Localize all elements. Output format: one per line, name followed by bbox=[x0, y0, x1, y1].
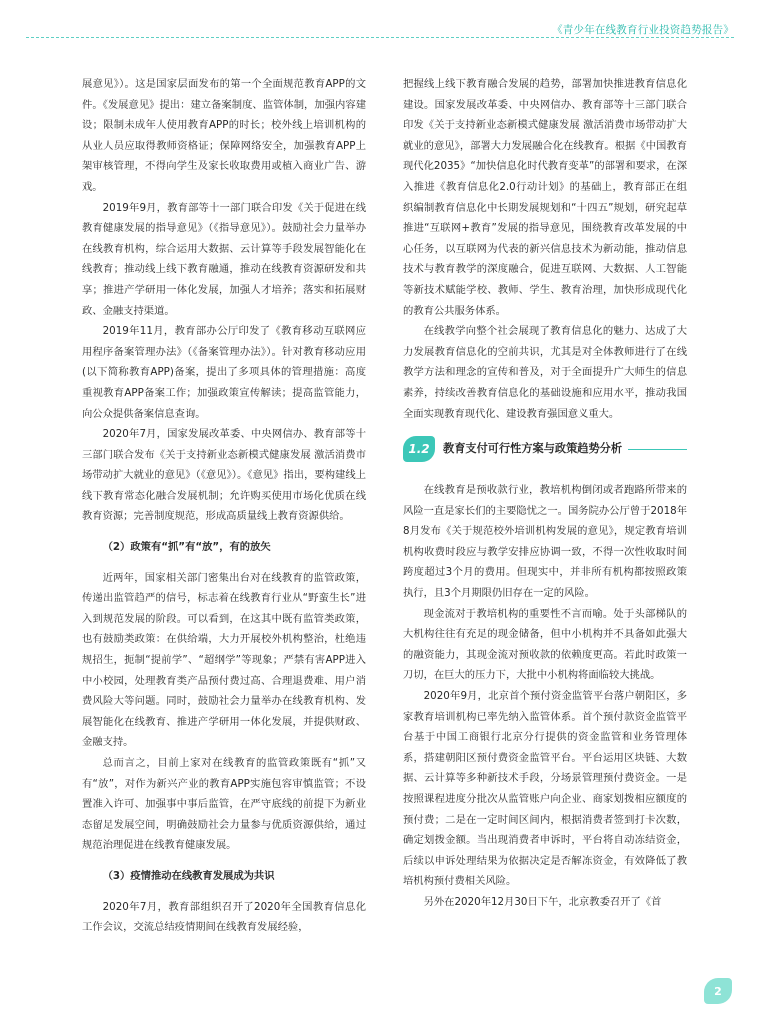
paragraph: 在线教学向整个社会展现了教育信息化的魅力、达成了大力发展教育信息化的空前共识，尤其是对全体教师进行了在线教学方法和理念的宣传和普及，对于全面提升广大师生的信息素养，持续改善教育信息化的基础设施和应用水平，推动我国全面实现教育现代化、建设教育强国意义重大。 bbox=[403, 325, 687, 420]
paragraph: 2020年7月，国家发展改革委、中央网信办、教育部等十三部门联合发布《关于支持新业态新模式健康发展 激活消费市场带动扩大就业的意见》（《意见》）。《意见》指出，要构建线上线下教育常态化融合发展机制；允许购买使用市场化优质在线教育资源；完善制度规范，形成高质量线上教育资源供给。 bbox=[82, 428, 366, 523]
subheading: （2）政策有“抓”有“放”，有的放矢 bbox=[102, 541, 271, 554]
paragraph: 总而言之，目前上家对在线教育的监管政策既有“抓”又有“放”，对作为新兴产业的教育APP实施包容审慎监管；不设置准入许可、加强事中事后监管，在严守底线的前提下为新业态留足发展空间，明确鼓励社会力量参与优质资源供给，通过规范治理促进在线教育健康发展。 bbox=[82, 757, 366, 852]
section-heading bbox=[403, 434, 687, 464]
subheading: （3）疫情推动在线教育发展成为共识 bbox=[102, 869, 275, 882]
section-number-badge: 1.2 bbox=[403, 436, 435, 462]
header-divider bbox=[26, 37, 734, 38]
paragraph: 2019年11月，教育部办公厅印发了《教育移动互联网应用程序备案管理办法》（《备案管理办法》）。针对教育移动应用(以下简称教育APP)备案，提出了多项具体的管理措施：高度重视教育APP备案工作；加强政策宣传解读；提高监管能力，向公众提供备案信息查询。 bbox=[82, 325, 366, 420]
section-title: 教育支付可行性方案与政策趋势分析 bbox=[443, 441, 623, 455]
paragraph: 近两年，国家相关部门密集出台对在线教育的监管政策，传递出监管趋严的信号，标志着在线教育行业从“野蛮生长”进入到规范发展的阶段。可以看到，在这其中既有监管类政策，也有鼓励类政策：在供给端，大力开展校外机构整治，杜绝违规招生，扼制“提前学”、“超纲学”等现象；严禁有害APP进入中小校园，处理教育类产品预付费过高、合理退费难、用户消费风险大等问题。同时，鼓励社会力量举办在线教育机构、发展智能化在线教育、推进产学研用一体化发展，并提供财政、金融支持。 bbox=[82, 571, 366, 749]
page-number-badge: 2 bbox=[704, 978, 732, 1004]
paragraph: 把握线上线下教育融合发展的趋势，部署加快推进教育信息化建设。国家发展改革委、中央网信办、教育部等十三部门联合印发《关于支持新业态新模式健康发展 激活消费市场带动扩大就业的意见》，部署大力发展融合化在线教育。根据《中国教育现代化2035》“加快信息化时代教育变革”的部署和要求，在深入推进《教育信息化2.0行动计划》的基础上，教育部正在组织编制教育信息化中长期发展规划和“十四五”规划，研究起草推进“互联网+教育”发展的指导意见，围绕教育改革发展的中心任务，以互联网为代表的新兴信息技术为新动能，推动信息技术与教育教学的深度融合，促进互联网、大数据、人工智能等新技术赋能学校、教师、学生、教育治理，加快形成现代化的教育公共服务体系。 bbox=[403, 78, 687, 317]
paragraph: 另外在2020年12月30日下午，北京教委召开了《首 bbox=[423, 895, 662, 908]
right-column bbox=[403, 74, 687, 913]
section-underline bbox=[628, 449, 687, 450]
left-column bbox=[82, 74, 366, 938]
paragraph: 展意见》）。这是国家层面发布的第一个全面规范教育APP的文件。《发展意见》提出：建立备案制度、监管体制，加强内容建设；限制未成年人使用教育APP的时长；校外线上培训机构的从业人员应取得教师资格证；保障网络安全，加强教育APP上架审核管理，不得向学生及家长收取费用或植入商业广告、游戏。 bbox=[82, 78, 366, 193]
paragraph: 2019年9月，教育部等十一部门联合印发《关于促进在线教育健康发展的指导意见》（《指导意见》）。鼓励社会力量举办在线教育机构，综合运用大数据、云计算等手段发展智能化在线教育；推动线上线下教育融通，推动在线教育资源研发和共享；推进产学研用一体化发展，加强人才培养；落实和拓展财政、金融支持渠道。 bbox=[82, 201, 366, 317]
paragraph: 在线教育是预收款行业，教培机构倒闭或者跑路所带来的风险一直是家长们的主要隐忧之一。国务院办公厅曾于2018年8月发布《关于规范校外培训机构发展的意见》，规定教育培训机构收费时段应与教学安排应协调一致，不得一次性收取时间跨度超过3个月的费用。但现实中，并非所有机构都按照政策执行，且3个月期限仍旧存在一定的风险。 bbox=[403, 484, 687, 600]
paragraph: 2020年9月，北京首个预付资金监管平台落户朝阳区，多家教育培训机构已率先纳入监管体系。首个预付款资金监管平台基于中国工商银行北京分行提供的资金监管和业务管理体系，搭建朝阳区预付费资金监管平台。平台运用区块链、大数据、云计算等多种新技术手段，分场景管理预付费资金。一是按照课程进度分批次从监管账户向企业、商家划拨相应额度的预付费；二是在一定时间区间内，根据消费者签到打卡次数，确定划拨金额。当出现消费者申诉时，平台将自动冻结资金，后续以申诉处理结果为依据决定是否解冻资金，有效降低了教培机构预付费相关风险。 bbox=[403, 690, 687, 888]
paragraph: 2020年7月，教育部组织召开了2020年全国教育信息化工作会议，交流总结疫情期间在线教育发展经验， bbox=[82, 900, 366, 934]
paragraph: 现金流对于教培机构的重要性不言而喻。处于头部梯队的大机构往往有充足的现金储备，但中小机构并不具备如此强大的融资能力，其现金流对预收款的依赖度更高。若此时政策一刀切，在巨大的压力下，大批中小机构将面临较大挑战。 bbox=[403, 607, 687, 682]
report-header-title: 《青少年在线教育行业投资趋势报告》 bbox=[552, 24, 734, 36]
